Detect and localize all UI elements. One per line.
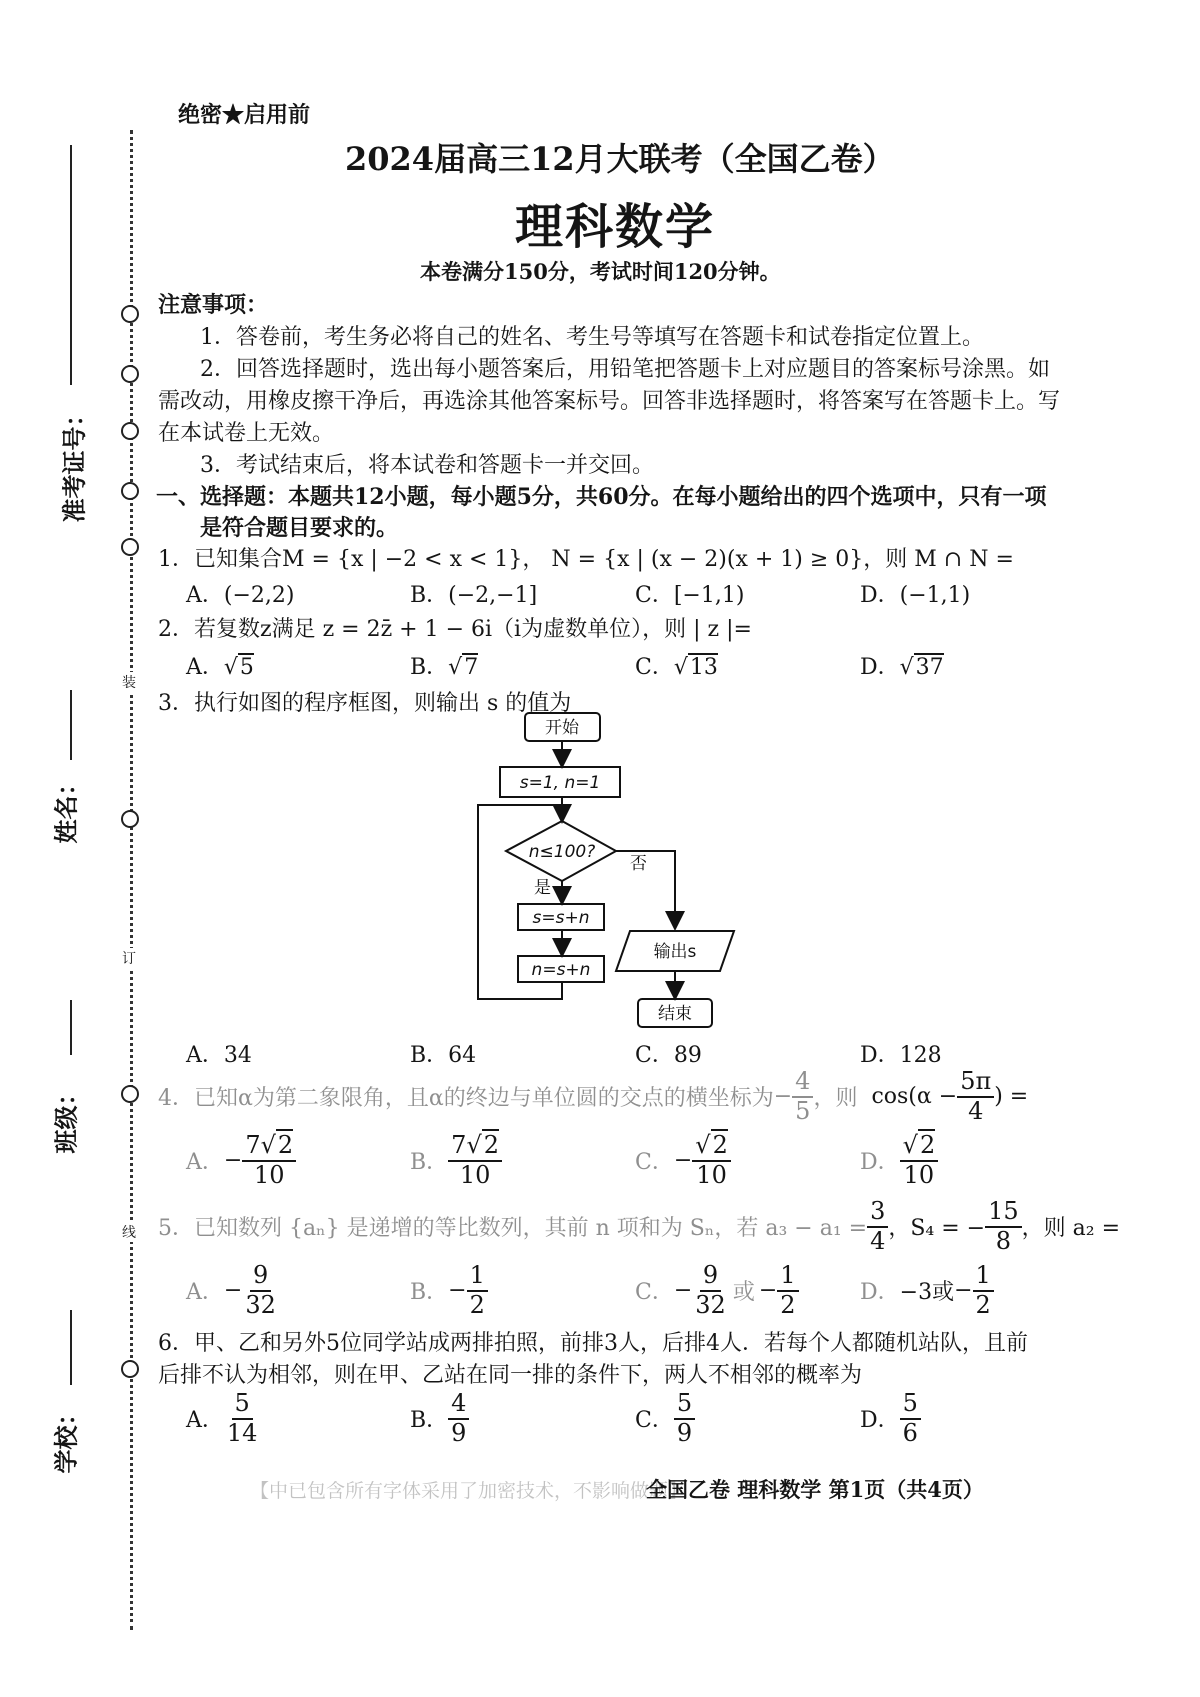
fraction	[900, 1132, 939, 1189]
numerator: √2	[900, 1132, 939, 1162]
fraction	[692, 1132, 731, 1189]
option-label: D．	[860, 1408, 900, 1434]
notice-item-2: 2．回答选择题时，选出每小题答案后，用铅笔把答题卡上对应题目的答案标号涂黑。如	[200, 357, 1050, 382]
notice-item-1: 1．答卷前，考生务必将自己的姓名、考生号等填写在答题卡和试卷指定位置上。	[200, 325, 984, 350]
denominator: 8	[995, 1226, 1011, 1255]
q4-stem-text: 4．已知α为第二象限角，且α的终边与单位圆的交点的横坐标为	[158, 1086, 774, 1112]
q5-option-a	[186, 1262, 279, 1319]
radicand: 37	[915, 655, 944, 680]
q1-option-d: D．(−1,1)	[860, 583, 971, 608]
q4-option-c	[635, 1132, 731, 1189]
notice-item-2-cont: 需改动，用橡皮擦干净后，再选涂其他答案标号。回答非选择题时，将答案写在答题卡上。写	[158, 389, 1061, 414]
option-label: B．	[410, 1408, 449, 1434]
option-label: D．	[860, 1150, 900, 1176]
radicand: 2	[483, 1131, 500, 1159]
numerator: 3	[867, 1198, 888, 1228]
fraction	[900, 1390, 921, 1447]
q3-option-d: D．128	[860, 1043, 942, 1068]
binding-char-ding: 订	[122, 948, 136, 968]
numerator: 7√2	[448, 1132, 502, 1162]
flow-output-label: 输出s	[653, 942, 697, 962]
numerator: 5	[232, 1390, 253, 1420]
section-title: 一、选择题：本题共12小题，每小题5分，共60分。在每小题给出的四个选项中，只有一项	[156, 484, 1047, 510]
binding-char-zhuang: 装	[122, 672, 136, 692]
score-info: 本卷满分150分，考试时间120分钟。	[420, 259, 781, 284]
fraction	[224, 1390, 261, 1447]
option-label: D．	[860, 1280, 900, 1306]
fraction	[242, 1132, 296, 1189]
q4-expr-pre: cos(α −	[871, 1084, 958, 1110]
notice-title: 注意事项：	[158, 292, 269, 318]
q1-option-b: B．(−2,−1]	[410, 583, 538, 608]
q1-option-a: A．(−2,2)	[186, 583, 295, 608]
q4-expr-post: ) =	[994, 1084, 1029, 1110]
q1-option-c: C．[−1,1)	[635, 583, 745, 608]
flow-yes-label: 是	[534, 878, 551, 898]
denominator: 4	[870, 1226, 886, 1255]
q6-option-b	[410, 1390, 469, 1447]
option-label: C．	[635, 1408, 674, 1434]
q4-option-d	[860, 1132, 938, 1189]
radicand: 2	[919, 1131, 936, 1159]
fraction	[448, 1132, 502, 1189]
option-label: A．	[186, 1280, 224, 1306]
denominator: 5	[795, 1096, 811, 1125]
denominator: 4	[968, 1096, 984, 1125]
denominator: 2	[780, 1290, 796, 1319]
denominator: 2	[469, 1290, 485, 1319]
radicand: 5	[239, 655, 254, 680]
class-label: 班级：	[51, 1081, 81, 1154]
binding-hole	[121, 1360, 139, 1378]
flow-no-label: 否	[630, 854, 647, 874]
q2-option-d: D．√37	[860, 655, 944, 680]
secret-mark: 绝密★启用前	[178, 102, 311, 128]
denominator: 10	[903, 1160, 935, 1189]
radicand: 2	[277, 1131, 294, 1159]
numerator: 1	[467, 1262, 488, 1292]
fraction	[448, 1390, 469, 1447]
footer-page-info: 全国乙卷 理科数学 第1页（共4页）	[646, 1477, 984, 1502]
fraction	[973, 1262, 994, 1319]
q5-stem	[158, 1198, 1120, 1255]
binding-hole	[121, 810, 139, 828]
notice-item-3: 3．考试结束后，将本试卷和答题卡一并交回。	[200, 453, 654, 478]
fraction	[957, 1068, 994, 1125]
fraction	[777, 1262, 798, 1319]
denominator: 10	[696, 1160, 727, 1189]
numerator: 5π	[957, 1068, 994, 1098]
binding-dotted-line	[130, 130, 133, 1630]
numerator: 4	[448, 1390, 469, 1420]
option-label: A．	[186, 1408, 224, 1434]
numerator: 15	[985, 1198, 1022, 1228]
binding-hole	[121, 422, 139, 440]
minus-sign: −	[223, 1148, 243, 1174]
q1-stem: 1．已知集合M = {x | −2 < x < 1}， N = {x | (x − 2)(x + 1) ≥ 0}，则 M ∩ N =	[158, 547, 1014, 572]
denominator: 32	[695, 1290, 726, 1319]
option-label: B．	[410, 655, 449, 680]
fraction	[792, 1068, 813, 1125]
numerator: 5	[674, 1390, 695, 1420]
numerator: 7√2	[242, 1132, 296, 1162]
option-label: C．	[635, 1150, 674, 1176]
denominator: 2	[975, 1290, 991, 1319]
q3-flowchart	[470, 705, 750, 1035]
minus-sign: −	[223, 1278, 243, 1304]
denominator: 10	[459, 1160, 491, 1189]
radicand: 2	[712, 1131, 728, 1159]
numerator: 9	[700, 1262, 721, 1292]
flow-end-label: 结束	[658, 1004, 692, 1024]
q4-stem-tail: ，则	[813, 1086, 858, 1112]
option-label: B．	[410, 1150, 449, 1176]
fraction	[985, 1198, 1022, 1255]
exam-title: 2024届高三12月大联考（全国乙卷）	[345, 140, 895, 178]
q3-option-b: B．64	[410, 1043, 477, 1068]
option-label: D．	[860, 655, 900, 680]
flow-step1-label: s=s+n	[532, 908, 590, 928]
q4-option-a	[186, 1132, 296, 1189]
minus-sign: −	[954, 1278, 973, 1304]
fraction	[692, 1262, 729, 1319]
q5-stem-mid: ，S₄ = −	[888, 1216, 986, 1242]
binding-char-xian: 线	[122, 1222, 136, 1242]
fraction	[867, 1198, 888, 1255]
q5-option-b	[410, 1262, 488, 1319]
name-line	[70, 690, 72, 760]
name-label: 姓名：	[51, 771, 81, 844]
q2-option-a: A．√5	[186, 655, 254, 680]
flow-step2-label: n=s+n	[531, 960, 591, 980]
q6-stem-cont: 后排不认为相邻，则在甲、乙站在同一排的条件下，两人不相邻的概率为	[158, 1363, 863, 1388]
flow-decision-label: n≤100?	[528, 842, 596, 862]
binding-hole	[121, 538, 139, 556]
q6-option-a	[186, 1390, 260, 1447]
q3-option-c: C．89	[635, 1043, 702, 1068]
minus-sign: −	[673, 1148, 693, 1174]
school-label: 学校：	[51, 1401, 81, 1474]
footer-faint-note: 【中已包含所有字体采用了加密技术，不影响做题】	[250, 1480, 688, 1502]
coefficient: 7	[245, 1131, 261, 1159]
minus-sign: −	[758, 1278, 778, 1304]
fraction	[242, 1262, 279, 1319]
denominator: 10	[253, 1160, 285, 1189]
binding-hole	[121, 365, 139, 383]
option-d-prefix: −3或	[899, 1280, 955, 1306]
numerator: 1	[973, 1262, 994, 1292]
or-word: 或	[732, 1280, 755, 1306]
binding-hole	[121, 1085, 139, 1103]
numerator: 4	[792, 1068, 813, 1098]
minus-sign: −	[448, 1278, 467, 1304]
q6-option-d	[860, 1390, 921, 1447]
exam-no-label: 准考证号：	[59, 402, 89, 523]
binding-hole	[121, 482, 139, 500]
q4-stem	[158, 1068, 1028, 1125]
notice-item-2-end: 在本试卷上无效。	[158, 421, 335, 446]
coefficient: 7	[451, 1131, 467, 1159]
q2-option-b: B．√7	[410, 655, 479, 680]
fraction	[467, 1262, 488, 1319]
fraction	[674, 1390, 695, 1447]
radicand: 7	[464, 655, 479, 680]
minus-sign: −	[773, 1084, 793, 1110]
minus-sign: −	[673, 1278, 693, 1304]
numerator: 5	[900, 1390, 921, 1420]
option-label: B．	[410, 1280, 449, 1306]
numerator: 1	[777, 1262, 798, 1292]
q6-option-c	[635, 1390, 695, 1447]
subject-title: 理科数学	[515, 199, 716, 255]
option-label: A．	[186, 655, 224, 680]
denominator: 6	[902, 1418, 918, 1447]
denominator: 9	[451, 1418, 467, 1447]
q2-stem: 2．若复数z满足 z = 2z̄ + 1 − 6i（i为虚数单位），则 | z |=	[158, 617, 752, 642]
q5-option-d	[860, 1262, 994, 1319]
denominator: 14	[226, 1418, 258, 1447]
q5-option-c	[635, 1262, 799, 1319]
binding-hole	[121, 305, 139, 323]
option-label: A．	[186, 1150, 224, 1176]
denominator: 9	[676, 1418, 693, 1447]
q5-stem-tail: ，则 a₂ =	[1021, 1216, 1120, 1242]
q3-option-a: A．34	[186, 1043, 252, 1068]
numerator: 9	[250, 1262, 271, 1292]
q5-stem-text: 5．已知数列 {aₙ} 是递增的等比数列，其前 n 项和为 Sₙ，若 a₃ − a₁ =	[158, 1216, 868, 1242]
numerator: √2	[692, 1132, 731, 1162]
denominator: 32	[245, 1290, 276, 1319]
q4-option-b	[410, 1132, 502, 1189]
q6-stem: 6．甲、乙和另外5位同学站成两排拍照，前排3人，后排4人．若每个人都随机站队，且前	[158, 1331, 1028, 1356]
section-title-cont: 是符合题目要求的。	[200, 515, 399, 541]
q3-stem: 3．执行如图的程序框图，则输出 s 的值为	[158, 691, 572, 716]
flow-init-label: s=1, n=1	[519, 773, 601, 793]
exam-no-line	[70, 145, 72, 385]
option-label: C．	[635, 1280, 674, 1306]
q2-option-c: C．√13	[635, 655, 718, 680]
radicand: 13	[689, 655, 718, 680]
school-line	[70, 1310, 72, 1385]
option-label: C．	[635, 655, 674, 680]
flow-start-label: 开始	[545, 718, 579, 738]
class-line	[70, 1000, 72, 1055]
